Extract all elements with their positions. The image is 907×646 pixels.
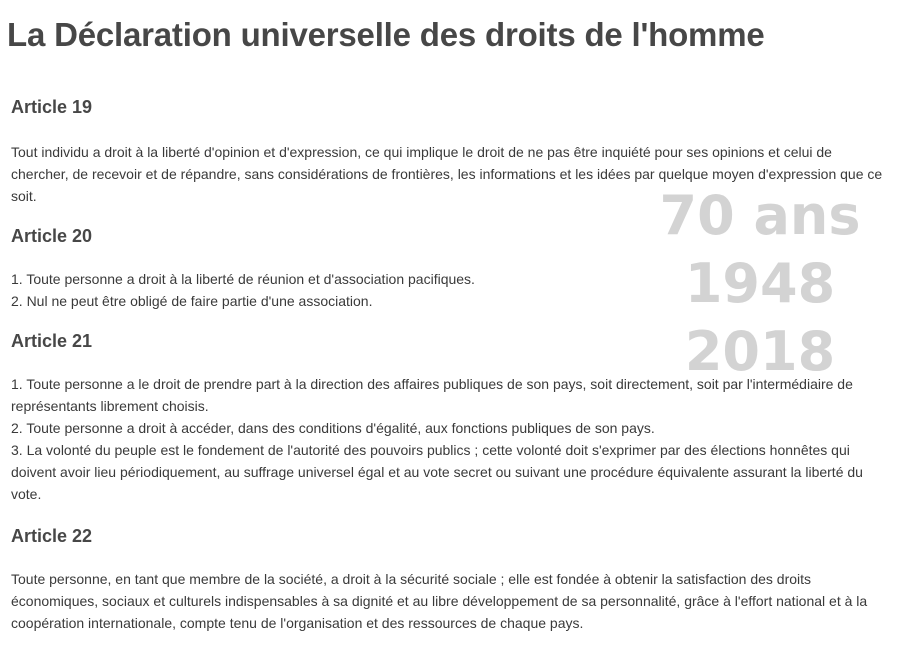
page-title: La Déclaration universelle des droits de l'homme	[7, 16, 765, 53]
watermark-line-3: 2018	[684, 320, 836, 383]
article-text	[11, 568, 886, 634]
article-paragraph: 2. Toute personne a droit à accéder, dans des conditions d'égalité, aux fonctions publiques de son pays.	[11, 420, 655, 436]
article-paragraph: Toute personne, en tant que membre de la société, a droit à la sécurité sociale ; elle est fondée à obtenir la satisfaction des droits économiques, sociaux et culturels indispensables à sa dignité et au libre développement de sa personnalité, grâce à l'effort national et à la coopération internationale, compte tenu de l'organisation et des ressources de chaque pays.	[11, 571, 868, 631]
article-20	[11, 225, 886, 312]
article-paragraph: Tout individu a droit à la liberté d'opinion et d'expression, ce qui implique le droit de ne pas être inquiété pour ses opinions et celui de chercher, de recevoir et de répandre, sans considérations de frontières, les informations et les idées par quelque moyen d'expression que ce soit.	[11, 144, 883, 204]
watermark-line-1: 70 ans	[659, 184, 861, 247]
article-text	[11, 268, 886, 312]
article-heading: Article 22	[11, 526, 93, 546]
article-22	[11, 525, 886, 634]
article-paragraph: 2. Nul ne peut être obligé de faire partie d'une association.	[11, 293, 373, 309]
article-heading: Article 21	[11, 331, 93, 351]
article-text	[11, 373, 886, 505]
watermark-line-2: 1948	[684, 252, 836, 315]
article-paragraph: 1. Toute personne a le droit de prendre part à la direction des affaires publiques de son pays, soit directement, soit par l'intermédiaire de représentants librement choisis.	[11, 376, 853, 414]
article-paragraph: 3. La volonté du peuple est le fondement de l'autorité des pouvoirs publics ; cette volonté doit s'exprimer par des élections honnêtes qui doivent avoir lieu périodiquement, au suffrage universel égal et au vote secret ou suivant une procédure équivalente assurant la liberté du vote.	[11, 442, 863, 502]
article-text	[11, 141, 886, 207]
article-19	[11, 96, 886, 207]
article-heading: Article 19	[11, 97, 93, 117]
article-21	[11, 330, 886, 505]
article-heading: Article 20	[11, 226, 93, 246]
article-paragraph: 1. Toute personne a droit à la liberté de réunion et d'association pacifiques.	[11, 271, 475, 287]
